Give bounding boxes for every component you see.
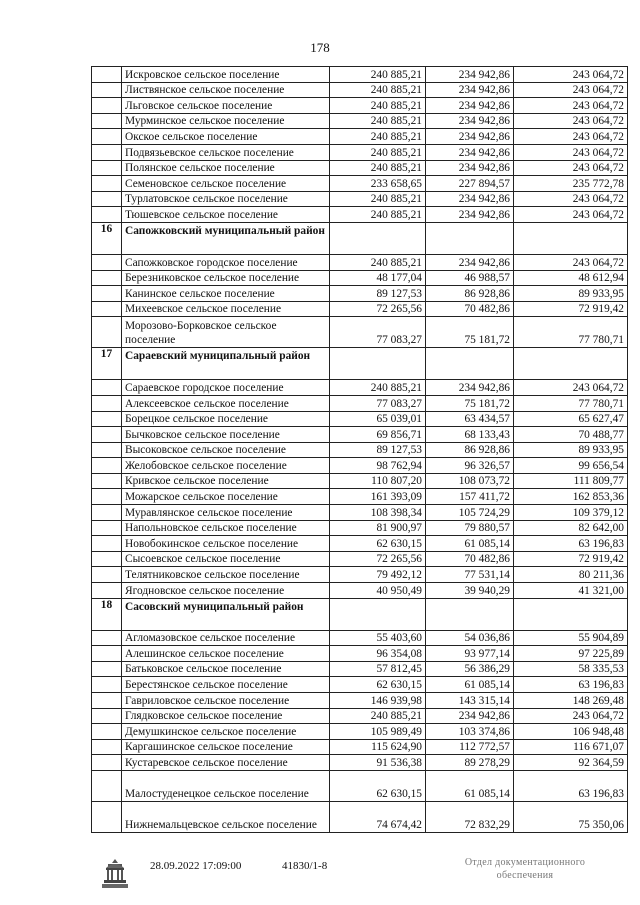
settlement-name: Напольновское сельское поселение [122,520,330,536]
table-row [92,317,628,348]
settlement-name: Новобокинское сельское поселение [122,536,330,552]
value-year-1: 69 856,71 [330,427,426,443]
value-year-3: 243 064,72 [514,254,628,270]
value-year-1: 233 658,65 [330,176,426,192]
value-year-1: 240 885,21 [330,82,426,98]
value-cell [514,222,628,254]
table-row [92,693,628,709]
table-row [92,129,628,145]
settlement-name: Подвязьевское сельское поселение [122,144,330,160]
table-row [92,458,628,474]
settlement-name: Окское сельское поселение [122,129,330,145]
value-year-1: 81 900,97 [330,520,426,536]
table-row [92,191,628,207]
value-year-1: 96 354,08 [330,646,426,662]
district-name: Сасовский муниципальный район [122,598,330,630]
value-year-3: 235 772,78 [514,176,628,192]
number-cell [92,67,122,83]
number-cell [92,82,122,98]
number-cell [92,567,122,583]
number-cell [92,583,122,599]
value-year-3: 48 612,94 [514,270,628,286]
settlement-name: Берестянское сельское поселение [122,677,330,693]
value-year-3: 162 853,36 [514,489,628,505]
value-year-2: 79 880,57 [426,520,514,536]
value-year-1: 240 885,21 [330,113,426,129]
number-cell [92,395,122,411]
settlement-name: Глядковское сельское поселение [122,708,330,724]
value-year-2: 61 085,14 [426,677,514,693]
value-year-1: 77 083,27 [330,317,426,348]
settlement-name: Каргашинское сельское поселение [122,739,330,755]
value-year-3: 243 064,72 [514,129,628,145]
page-footer [0,856,640,896]
value-year-3: 89 933,95 [514,286,628,302]
value-year-3: 80 211,36 [514,567,628,583]
number-cell [92,677,122,693]
number-cell [92,489,122,505]
value-year-2: 54 036,86 [426,630,514,646]
table-row [92,708,628,724]
settlement-name: Сапожковское городское поселение [122,254,330,270]
value-year-2: 105 724,29 [426,505,514,521]
value-year-2: 234 942,86 [426,98,514,114]
value-year-2: 86 928,86 [426,442,514,458]
table-row [92,739,628,755]
number-cell [92,739,122,755]
value-year-2: 75 181,72 [426,317,514,348]
table-row [92,801,628,832]
value-year-2: 234 942,86 [426,82,514,98]
value-year-1: 240 885,21 [330,708,426,724]
number-cell [92,536,122,552]
district-row [92,598,628,630]
value-year-1: 105 989,49 [330,724,426,740]
value-year-2: 234 942,86 [426,129,514,145]
value-year-3: 77 780,71 [514,317,628,348]
table-row [92,395,628,411]
table-row [92,160,628,176]
value-year-2: 61 085,14 [426,536,514,552]
number-cell [92,661,122,677]
number-cell [92,442,122,458]
table-row [92,254,628,270]
settlement-name: Муравлянское сельское поселение [122,505,330,521]
settlement-name: Демушкинское сельское поселение [122,724,330,740]
table-row [92,505,628,521]
value-year-1: 110 807,20 [330,473,426,489]
value-year-2: 108 073,72 [426,473,514,489]
value-year-2: 72 832,29 [426,801,514,832]
value-year-3: 243 064,72 [514,144,628,160]
value-year-2: 89 278,29 [426,755,514,771]
settlement-name: Телятниковское сельское поселение [122,567,330,583]
value-year-1: 74 674,42 [330,801,426,832]
table-row [92,536,628,552]
settlement-name: Турлатовское сельское поселение [122,191,330,207]
number-cell [92,708,122,724]
value-year-3: 92 364,59 [514,755,628,771]
value-year-3: 243 064,72 [514,82,628,98]
value-year-2: 56 386,29 [426,661,514,677]
value-year-2: 234 942,86 [426,113,514,129]
value-cell [514,348,628,380]
settlement-name: Можарское сельское поселение [122,489,330,505]
value-year-1: 57 812,45 [330,661,426,677]
value-year-3: 243 064,72 [514,191,628,207]
number-cell [92,755,122,771]
value-year-3: 243 064,72 [514,207,628,223]
number-cell [92,301,122,317]
table-row [92,661,628,677]
table-row [92,270,628,286]
number-cell [92,520,122,536]
number-cell [92,411,122,427]
value-year-1: 62 630,15 [330,536,426,552]
settlement-name: Полянское сельское поселение [122,160,330,176]
district-number: 16 [92,222,122,254]
number-cell [92,160,122,176]
value-year-1: 240 885,21 [330,129,426,145]
settlement-name: Сысоевское сельское поселение [122,551,330,567]
table-row [92,98,628,114]
table-row [92,755,628,771]
value-year-3: 243 064,72 [514,160,628,176]
budget-table [91,66,628,833]
settlement-name: Льговское сельское поселение [122,98,330,114]
value-year-1: 65 039,01 [330,411,426,427]
value-year-3: 89 933,95 [514,442,628,458]
number-cell [92,458,122,474]
value-cell [330,348,426,380]
table-row [92,442,628,458]
table-row [92,380,628,396]
value-year-3: 109 379,12 [514,505,628,521]
value-year-3: 77 780,71 [514,395,628,411]
table-row [92,113,628,129]
district-number: 17 [92,348,122,380]
value-year-1: 108 398,34 [330,505,426,521]
number-cell [92,98,122,114]
number-cell [92,129,122,145]
number-cell [92,646,122,662]
value-year-2: 234 942,86 [426,708,514,724]
number-cell [92,724,122,740]
settlement-name: Гавриловское сельское поселение [122,693,330,709]
value-cell [514,598,628,630]
number-cell [92,473,122,489]
value-year-1: 62 630,15 [330,770,426,801]
number-cell [92,630,122,646]
table-row [92,301,628,317]
table-row [92,67,628,83]
value-year-2: 234 942,86 [426,144,514,160]
value-year-2: 234 942,86 [426,67,514,83]
value-year-2: 63 434,57 [426,411,514,427]
value-year-3: 63 196,83 [514,677,628,693]
value-year-1: 240 885,21 [330,67,426,83]
number-cell [92,427,122,443]
number-cell [92,254,122,270]
value-year-3: 243 064,72 [514,708,628,724]
value-year-2: 68 133,43 [426,427,514,443]
value-year-2: 234 942,86 [426,160,514,176]
value-year-3: 63 196,83 [514,536,628,552]
value-year-3: 116 671,07 [514,739,628,755]
settlement-name: Нижнемальцевское сельское поселение [122,801,330,832]
value-year-1: 240 885,21 [330,98,426,114]
value-year-2: 46 988,57 [426,270,514,286]
value-year-3: 82 642,00 [514,520,628,536]
number-cell [92,505,122,521]
footer-department-line1: Отдел документационного [464,857,586,868]
value-year-2: 75 181,72 [426,395,514,411]
value-year-1: 115 624,90 [330,739,426,755]
value-year-2: 103 374,86 [426,724,514,740]
table-row [92,473,628,489]
value-year-1: 79 492,12 [330,567,426,583]
value-year-2: 112 772,57 [426,739,514,755]
number-cell [92,191,122,207]
value-year-1: 240 885,21 [330,160,426,176]
settlement-name: Листвянское сельское поселение [122,82,330,98]
value-year-3: 58 335,53 [514,661,628,677]
value-year-3: 97 225,89 [514,646,628,662]
district-name: Сапожковский муниципальный район [122,222,330,254]
value-year-3: 106 948,48 [514,724,628,740]
table-row [92,207,628,223]
settlement-name: Морозово-Борковское сельское поселение [122,317,330,348]
duma-emblem-icon [98,856,132,890]
table-row [92,724,628,740]
value-year-2: 39 940,29 [426,583,514,599]
settlement-name: Искровское сельское поселение [122,67,330,83]
value-year-2: 93 977,14 [426,646,514,662]
value-year-1: 98 762,94 [330,458,426,474]
settlement-name: Батьковское сельское поселение [122,661,330,677]
number-cell [92,113,122,129]
table-row [92,551,628,567]
value-year-1: 240 885,21 [330,380,426,396]
settlement-name: Агломазовское сельское поселение [122,630,330,646]
value-year-3: 243 064,72 [514,67,628,83]
number-cell [92,144,122,160]
settlement-name: Алексеевское сельское поселение [122,395,330,411]
district-number: 18 [92,598,122,630]
table-row [92,82,628,98]
district-row [92,222,628,254]
value-year-2: 70 482,86 [426,551,514,567]
number-cell [92,693,122,709]
table-row [92,427,628,443]
value-year-2: 157 411,72 [426,489,514,505]
value-year-3: 75 350,06 [514,801,628,832]
value-cell [426,222,514,254]
value-year-3: 41 321,00 [514,583,628,599]
value-year-3: 243 064,72 [514,98,628,114]
table-row [92,411,628,427]
table-row [92,176,628,192]
settlement-name: Березниковское сельское поселение [122,270,330,286]
table-row [92,567,628,583]
value-year-2: 234 942,86 [426,191,514,207]
value-year-2: 70 482,86 [426,301,514,317]
table-row [92,770,628,801]
settlement-name: Канинское сельское поселение [122,286,330,302]
value-year-1: 89 127,53 [330,286,426,302]
district-row [92,348,628,380]
value-year-3: 55 904,89 [514,630,628,646]
value-cell [330,598,426,630]
settlement-name: Тюшевское сельское поселение [122,207,330,223]
table-row [92,520,628,536]
settlement-name: Михеевское сельское поселение [122,301,330,317]
footer-department [440,856,610,882]
value-year-1: 240 885,21 [330,144,426,160]
value-year-1: 48 177,04 [330,270,426,286]
value-year-3: 72 919,42 [514,301,628,317]
number-cell [92,551,122,567]
value-year-1: 55 403,60 [330,630,426,646]
value-year-1: 72 265,56 [330,301,426,317]
value-year-2: 96 326,57 [426,458,514,474]
value-cell [426,348,514,380]
value-year-3: 65 627,47 [514,411,628,427]
table-row [92,583,628,599]
number-cell [92,317,122,348]
value-year-2: 61 085,14 [426,770,514,801]
page-number: 178 [310,40,330,55]
value-cell [426,598,514,630]
value-year-1: 89 127,53 [330,442,426,458]
value-year-1: 240 885,21 [330,191,426,207]
settlement-name: Малостуденецкое сельское поселение [122,770,330,801]
table-row [92,489,628,505]
value-year-3: 63 196,83 [514,770,628,801]
value-year-2: 77 531,14 [426,567,514,583]
settlement-name: Высоковское сельское поселение [122,442,330,458]
value-cell [330,222,426,254]
table-row [92,144,628,160]
number-cell [92,286,122,302]
value-year-1: 62 630,15 [330,677,426,693]
value-year-1: 72 265,56 [330,551,426,567]
settlement-name: Бычковское сельское поселение [122,427,330,443]
footer-doc-number: 41830/1-8 [282,860,328,872]
value-year-2: 86 928,86 [426,286,514,302]
value-year-3: 243 064,72 [514,113,628,129]
value-year-1: 161 393,09 [330,489,426,505]
settlement-name: Ягодновское сельское поселение [122,583,330,599]
number-cell [92,207,122,223]
value-year-1: 240 885,21 [330,254,426,270]
district-name: Сараевский муниципальный район [122,348,330,380]
number-cell [92,770,122,801]
value-year-2: 234 942,86 [426,254,514,270]
value-year-2: 227 894,57 [426,176,514,192]
settlement-name: Борецкое сельское поселение [122,411,330,427]
value-year-1: 240 885,21 [330,207,426,223]
value-year-1: 91 536,38 [330,755,426,771]
number-cell [92,176,122,192]
value-year-1: 77 083,27 [330,395,426,411]
value-year-3: 148 269,48 [514,693,628,709]
value-year-1: 40 950,49 [330,583,426,599]
settlement-name: Кривское сельское поселение [122,473,330,489]
settlement-name: Желобовское сельское поселение [122,458,330,474]
settlement-name: Семеновское сельское поселение [122,176,330,192]
value-year-2: 234 942,86 [426,380,514,396]
value-year-3: 70 488,77 [514,427,628,443]
footer-datetime: 28.09.2022 17:09:00 [150,860,242,872]
value-year-2: 143 315,14 [426,693,514,709]
number-cell [92,270,122,286]
table-row [92,646,628,662]
table-row [92,630,628,646]
value-year-3: 111 809,77 [514,473,628,489]
value-year-3: 243 064,72 [514,380,628,396]
settlement-name: Мурминское сельское поселение [122,113,330,129]
number-cell [92,380,122,396]
table-row [92,677,628,693]
table-row [92,286,628,302]
value-year-1: 146 939,98 [330,693,426,709]
settlement-name: Кустаревское сельское поселение [122,755,330,771]
value-year-2: 234 942,86 [426,207,514,223]
number-cell [92,801,122,832]
value-year-3: 99 656,54 [514,458,628,474]
settlement-name: Сараевское городское поселение [122,380,330,396]
value-year-3: 72 919,42 [514,551,628,567]
settlement-name: Алешинское сельское поселение [122,646,330,662]
footer-department-line2: обеспечения [496,870,554,881]
